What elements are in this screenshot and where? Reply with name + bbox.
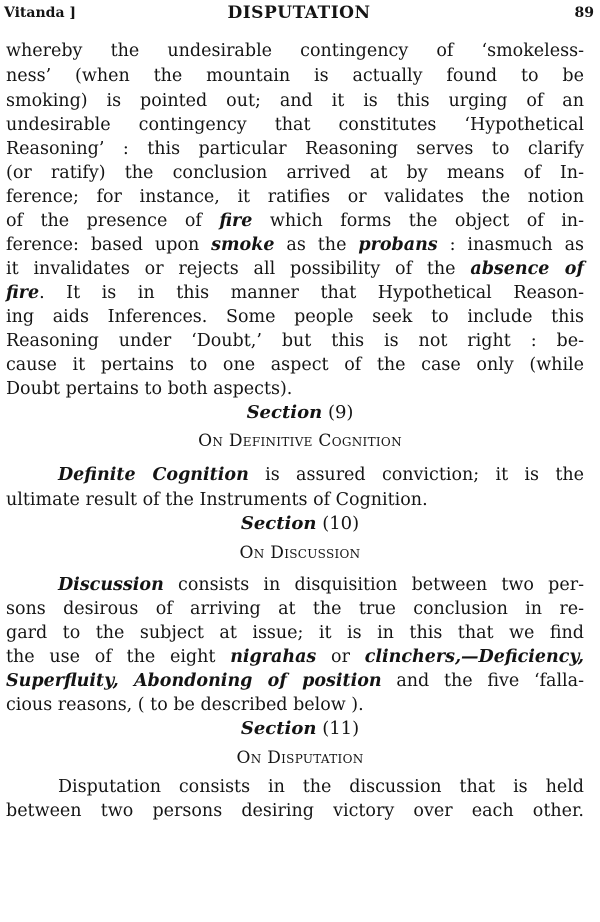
italic-text: Superfluity, Abondoning of position: [6, 671, 382, 691]
italic-text: Definite Cognition: [58, 465, 249, 485]
text-run: (9): [322, 402, 354, 423]
text-line: [0, 800, 600, 822]
text-line: [0, 234, 600, 256]
text-line: [0, 622, 600, 644]
text-run: between two persons desiring victory over each other.: [6, 801, 584, 821]
text-run: is assured conviction; it is the: [248, 465, 584, 485]
text-run: Doubt pertains to both aspects).: [6, 379, 293, 399]
text-run: Disputation consists in the discussion that is held: [58, 777, 584, 797]
text-run: it invalidates or rejects all possibility of the: [6, 259, 471, 279]
text-run: On Definitive Cognition: [198, 431, 402, 451]
text-line: [0, 114, 600, 136]
text-run: the use of the eight: [6, 647, 231, 667]
text-line: [0, 306, 600, 328]
text-line: [0, 90, 600, 112]
text-run: On Discussion: [239, 543, 361, 563]
text-run: : inasmuch as: [437, 235, 585, 255]
text-run: cause it pertains to one aspect of the case only (while: [6, 355, 584, 375]
heading-section: [0, 513, 600, 535]
heading-section: [0, 402, 600, 424]
text-run: or: [316, 647, 365, 667]
text-run: (10): [316, 513, 360, 534]
italic-text: smoke: [211, 235, 275, 255]
text-line: [0, 489, 600, 511]
text-line: [0, 598, 600, 620]
text-run: of the presence of: [6, 211, 220, 231]
text-line: [0, 65, 600, 87]
italic-text: Discussion: [58, 575, 164, 595]
italic-text: Section: [240, 513, 317, 534]
text-run: Reasoning under ‘Doubt,’ but this is not right : be-: [6, 331, 584, 351]
text-run: . It is in this manner that Hypothetical Reason-: [39, 283, 584, 303]
text-run: On Disputation: [236, 748, 364, 768]
text-run: as the: [274, 235, 359, 255]
header-title: DISPUTATION: [227, 3, 371, 23]
text-run: ference; for instance, it ratifies or validates the notion: [6, 187, 584, 207]
heading-section: [0, 718, 600, 740]
text-line: [0, 258, 600, 280]
text-run: (11): [316, 718, 360, 739]
page-number: 89: [574, 5, 594, 21]
text-line: [0, 162, 600, 184]
italic-text: fire: [6, 283, 40, 303]
italic-text: fire: [219, 211, 253, 231]
text-run: (or ratify) the conclusion arrived at by means of In-: [6, 163, 584, 183]
text-run: cious reasons, ( to be described below ).: [6, 695, 364, 715]
text-line: [0, 210, 600, 232]
text-run: and the five ‘falla-: [381, 671, 584, 691]
text-line: [0, 378, 600, 400]
text-run: sons desirous of arriving at the true conclusion in re-: [6, 599, 584, 619]
text-line: [0, 138, 600, 160]
italic-text: absence of: [470, 259, 584, 279]
text-line: [0, 330, 600, 352]
text-run: which forms the object of in-: [252, 211, 584, 231]
text-run: ing aids Inferences. Some people seek to include this: [6, 307, 584, 327]
text-line: [0, 464, 600, 486]
text-line: [0, 40, 600, 62]
italic-text: probans: [358, 235, 438, 255]
text-run: ference: based upon: [6, 235, 212, 255]
text-line: [0, 670, 600, 692]
text-run: smoking) is pointed out; and it is this urging of an: [6, 91, 584, 111]
text-line: [0, 354, 600, 376]
italic-text: clinchers,—Deficiency,: [364, 647, 584, 667]
text-run: undesirable contingency that constitutes ‘Hypothetical: [6, 115, 584, 135]
header-chapter: Vitanda ]: [4, 5, 77, 21]
text-line: [0, 646, 600, 668]
text-line: [0, 574, 600, 596]
text-run: Reasoning’ : this particular Reasoning serves to clarify: [6, 139, 584, 159]
running-header: [4, 3, 594, 29]
heading-title: [0, 430, 600, 452]
text-run: whereby the undesirable contingency of ‘smokeless-: [6, 41, 584, 61]
italic-text: Section: [240, 718, 317, 739]
text-run: consists in disquisition between two per-: [163, 575, 584, 595]
text-line: [0, 776, 600, 798]
text-line: [0, 282, 600, 304]
text-line: [0, 694, 600, 716]
heading-title: [0, 542, 600, 564]
text-line: [0, 186, 600, 208]
text-run: ness’ (when the mountain is actually found to be: [6, 66, 584, 86]
heading-title: [0, 747, 600, 769]
italic-text: nigrahas: [230, 647, 317, 667]
text-run: ultimate result of the Instruments of Cognition.: [6, 490, 428, 510]
italic-text: Section: [246, 402, 323, 423]
text-run: gard to the subject at issue; it is in this that we find: [6, 623, 584, 643]
